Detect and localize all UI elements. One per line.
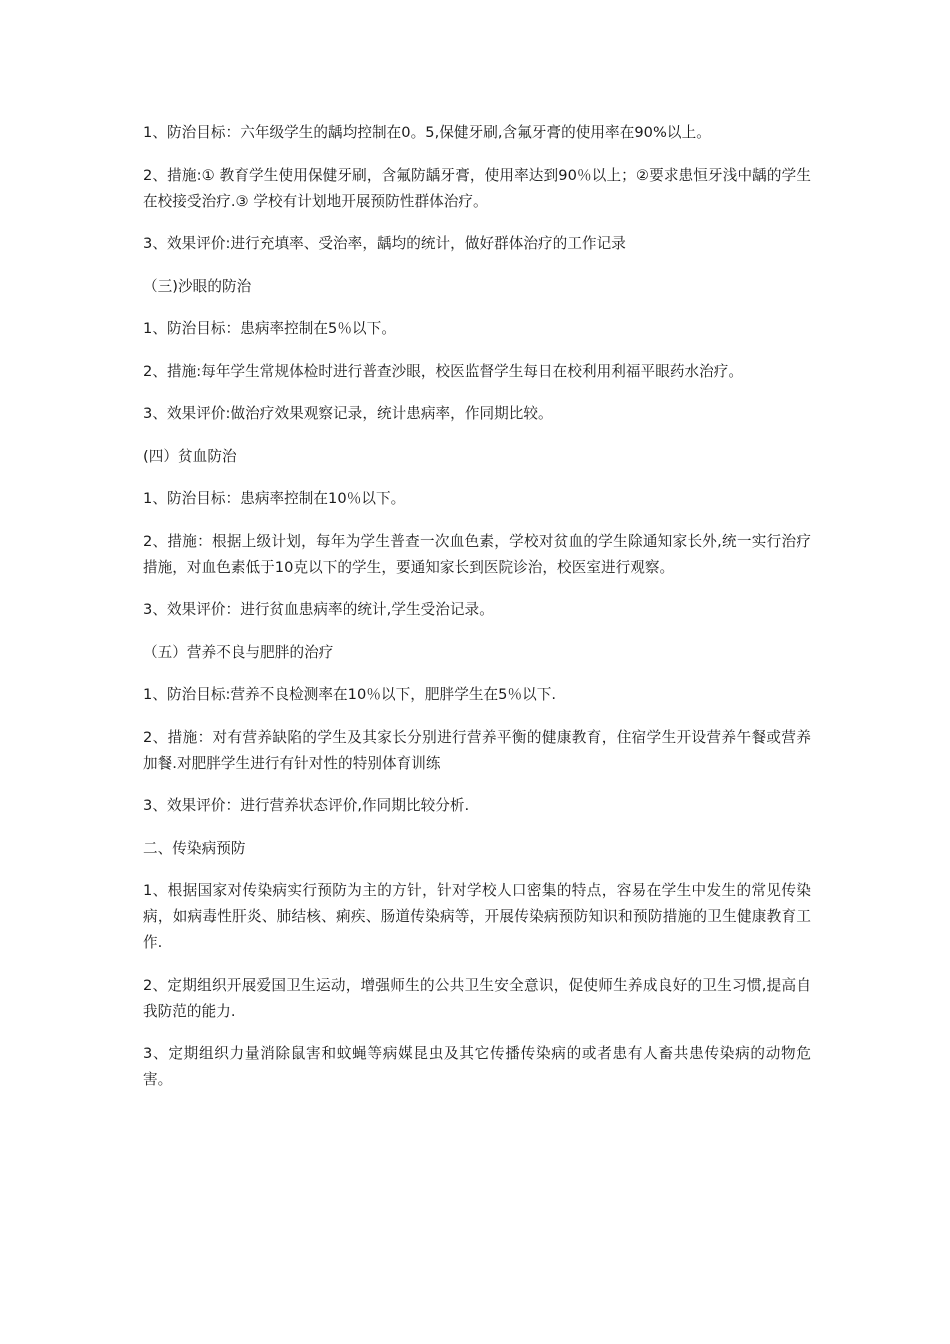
paragraph-trachoma-evaluation: 3、效果评价:做治疗效果观察记录，统计患病率，作同期比较。: [143, 405, 553, 422]
section-heading-anemia: (四）贫血防治: [143, 447, 237, 465]
paragraph-nutrition-evaluation: 3、效果评价：进行营养状态评价,作同期比较分析.: [143, 797, 470, 814]
paragraph-infectious-2: 2、定期组织开展爱国卫生运动，增强师生的公共卫生安全意识，促使师生养成良好的卫生习惯,提高自我防范的能力.: [143, 976, 811, 1020]
section-heading-trachoma: （三)沙眼的防治: [143, 277, 252, 295]
paragraph-nutrition-goal: 1、防治目标:营养不良检测率在10％以下，肥胖学生在5％以下.: [143, 686, 557, 703]
document-body: [143, 120, 811, 1110]
paragraph-caries-measures: 2、措施:① 教育学生使用保健牙刷，含氟防龋牙膏，使用率达到90％以上；②要求患恒牙浅中龋的学生在校接受治疗.③ 学校有计划地开展预防性群体治疗。: [143, 166, 811, 210]
paragraph-infectious-3: 3、定期组织力量消除鼠害和蚊蝇等病媒昆虫及其它传播传染病的或者患有人畜共患传染病的动物危害。: [143, 1045, 811, 1088]
paragraph-infectious-1: 1、根据国家对传染病实行预防为主的方针，针对学校人口密集的特点，容易在学生中发生的常见传染病，如病毒性肝炎、肺结核、痢疾、肠道传染病等，开展传染病预防知识和预防措施的卫生健康教育工作.: [143, 882, 811, 951]
paragraph-trachoma-measures: 2、措施:每年学生常规体检时进行普查沙眼，校医监督学生每日在校利用利福平眼药水治疗。: [143, 362, 744, 380]
paragraph-trachoma-goal: 1、防治目标：患病率控制在5％以下。: [143, 320, 396, 337]
paragraph-anemia-measures: 2、措施：根据上级计划，每年为学生普查一次血色素，学校对贫血的学生除通知家长外,统一实行治疗措施，对血色素低于10克以下的学生，要通知家长到医院诊治，校医室进行观察。: [143, 532, 811, 576]
paragraph-caries-evaluation: 3、效果评价:进行充填率、受治率，龋均的统计，做好群体治疗的工作记录: [143, 235, 626, 252]
section-heading-infectious-disease: 二、传染病预防: [143, 839, 246, 857]
section-heading-nutrition: （五）营养不良与肥胖的治疗: [143, 643, 334, 661]
paragraph-anemia-evaluation: 3、效果评价：进行贫血患病率的统计,学生受治记录。: [143, 601, 494, 618]
paragraph-caries-goal: 1、防治目标：六年级学生的龋均控制在0。5,保健牙刷,含氟牙膏的使用率在90%以上。: [143, 124, 711, 141]
paragraph-nutrition-measures: 2、措施：对有营养缺陷的学生及其家长分别进行营养平衡的健康教育，住宿学生开设营养午餐或营养加餐.对肥胖学生进行有针对性的特别体育训练: [143, 728, 811, 772]
paragraph-anemia-goal: 1、防治目标：患病率控制在10％以下。: [143, 490, 406, 507]
